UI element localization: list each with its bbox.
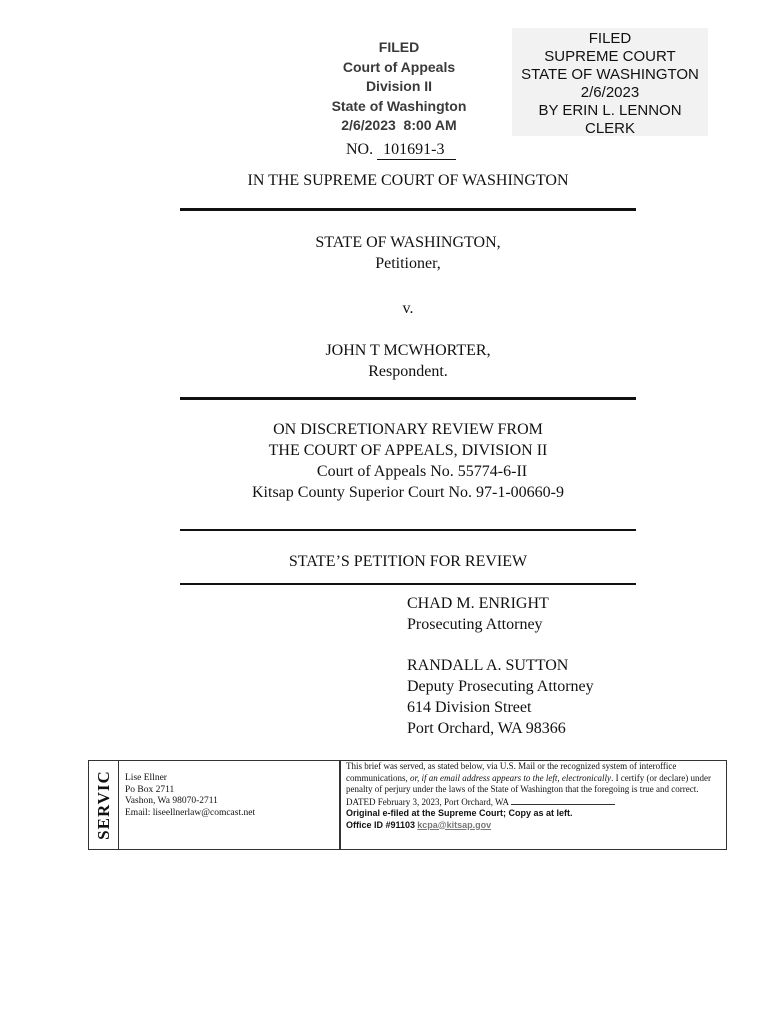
docket-number-value: 101691-3 xyxy=(377,141,456,160)
attorney-title: Prosecuting Attorney xyxy=(407,616,543,633)
supreme-court-filed-stamp xyxy=(512,28,708,136)
stamp-line: FILED xyxy=(588,30,632,47)
efiled-note: Original e-filed at the Supreme Court; Copy as at left. xyxy=(346,808,573,818)
document-title: STATE’S PETITION FOR REVIEW xyxy=(288,553,528,570)
review-line: ON DISCRETIONARY REVIEW FROM xyxy=(273,421,543,438)
recipient-name: Lise Ellner xyxy=(125,773,167,783)
office-city: Port Orchard, WA 98366 xyxy=(407,720,566,737)
certificate-of-service xyxy=(88,760,727,850)
office-id-line xyxy=(346,820,724,832)
office-email: kcpa@kitsap.gov xyxy=(417,819,492,830)
petitioner-name: STATE OF WASHINGTON, xyxy=(315,234,501,251)
stamp-line: FILED xyxy=(378,39,420,55)
stamp-line: SUPREME COURT xyxy=(544,48,676,65)
superior-court-number: Kitsap County Superior Court No. 97-1-00660-9 xyxy=(252,484,564,501)
stamp-line: BY ERIN L. LENNON xyxy=(538,102,682,119)
service-column-divider xyxy=(339,761,341,849)
recipient-email: Email: liseellnerlaw@comcast.net xyxy=(125,807,256,818)
stamp-line: CLERK xyxy=(584,120,636,137)
office-id: Office ID #91103 xyxy=(346,819,416,830)
attorney-name: CHAD M. ENRIGHT xyxy=(407,595,549,612)
court-heading: IN THE SUPREME COURT OF WASHINGTON xyxy=(247,172,569,189)
stamp-line: 2/6/2023 xyxy=(580,84,640,101)
office-street: 614 Division Street xyxy=(407,699,532,716)
stamp-line: State of Washington xyxy=(331,97,467,114)
case-caption xyxy=(180,232,636,382)
attorney-name: RANDALL A. SUTTON xyxy=(407,657,569,674)
cert-text-part: . I certify (or declare) under penalty of perjury under the laws of the State of Washington that the foregoing is true and correct. xyxy=(346,772,712,794)
caption-divider xyxy=(180,397,636,400)
service-label: SERVIC xyxy=(94,770,113,840)
attorney-title: Deputy Prosecuting Attorney xyxy=(407,678,594,695)
dated-line xyxy=(346,796,724,809)
cert-text-italic: or, if an email address appears to the left, electronically xyxy=(410,772,612,783)
service-recipient xyxy=(125,773,255,819)
stamp-line: Division II xyxy=(365,78,433,94)
attorney-block xyxy=(407,593,594,739)
recipient-po-box: Po Box 2711 xyxy=(125,784,175,795)
versus: v. xyxy=(402,300,414,317)
recipient-city: Vashon, Wa 98070-2711 xyxy=(125,796,218,806)
heading-divider xyxy=(180,208,636,211)
stamp-line: STATE OF WASHINGTON xyxy=(521,66,699,83)
certification-text xyxy=(346,761,724,796)
title-divider xyxy=(180,583,636,585)
review-divider xyxy=(180,529,636,531)
petitioner-role: Petitioner, xyxy=(375,255,441,272)
respondent-role: Respondent. xyxy=(368,363,448,380)
stamp-line: 2/6/2023 8:00 AM xyxy=(341,117,457,133)
dated-text: DATED February 3, 2023, Port Orchard, WA xyxy=(346,796,509,807)
signature-blank xyxy=(511,796,615,805)
docket-number xyxy=(346,141,456,160)
cert-text-part: This brief was served, as stated below, via U.S. Mail or the recognized system of interoffice communications, xyxy=(346,761,677,783)
respondent-name: JOHN T MCWHORTER, xyxy=(325,342,491,359)
service-certification xyxy=(346,761,724,831)
review-info xyxy=(180,419,636,503)
court-of-appeals-filed-stamp xyxy=(318,38,480,136)
review-line: THE COURT OF APPEALS, DIVISION II xyxy=(268,442,548,459)
stamp-line: Court of Appeals xyxy=(342,58,456,75)
docket-prefix: NO. xyxy=(346,141,374,158)
court-of-appeals-number: Court of Appeals No. 55774-6-II xyxy=(316,463,528,480)
service-label-box xyxy=(89,761,119,849)
